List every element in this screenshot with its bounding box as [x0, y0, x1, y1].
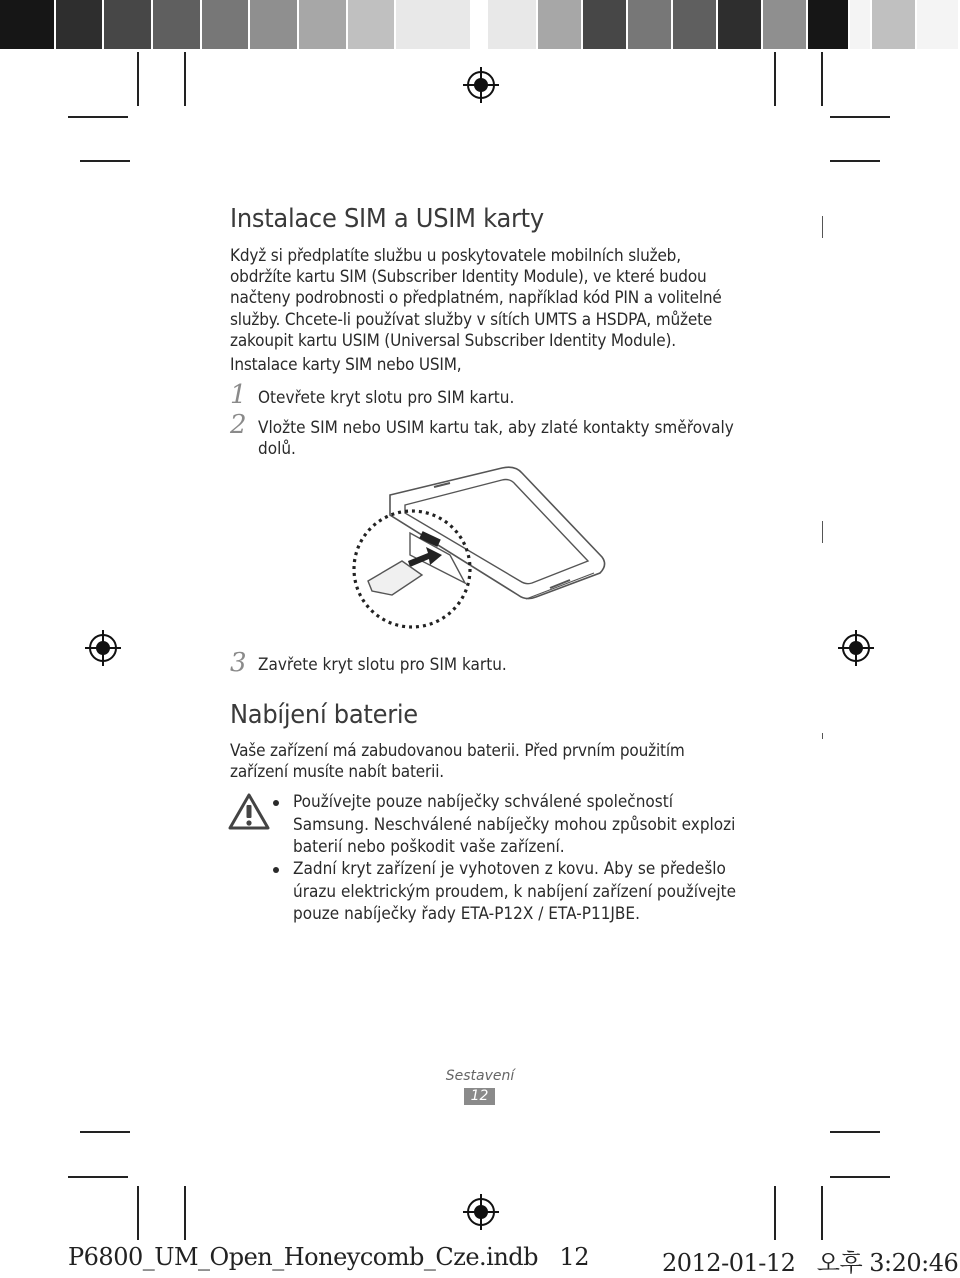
bullet-line: Zadní kryt zařízení je vyhotoven z kovu. Aby se předešlo — [293, 859, 726, 879]
color-swatch — [872, 0, 917, 49]
print-slug-file: P6800_UM_Open_Honeycomb_Cze.indb 12 — [68, 1243, 589, 1271]
step-text — [258, 388, 543, 409]
color-swatch — [850, 0, 872, 49]
intro-line: Instalace karty SIM nebo USIM, — [230, 355, 462, 375]
color-bar-left — [0, 0, 472, 49]
registration-mark-icon — [837, 629, 875, 667]
paragraph-line: služby. Chcete-li používat služby v sítích UMTS a HSDPA, můžete — [230, 309, 713, 330]
crop-mark — [830, 160, 880, 162]
margin-tick — [822, 521, 823, 543]
step-number: 3 — [230, 648, 247, 678]
color-swatch — [583, 0, 628, 49]
sim-intro-paragraph — [230, 246, 750, 352]
color-swatch — [538, 0, 583, 49]
color-swatch — [396, 0, 472, 49]
crop-mark — [774, 52, 776, 106]
crop-mark — [80, 1131, 130, 1133]
paragraph-line: obdržíte kartu SIM (Subscriber Identity Module), ve které budou — [230, 267, 707, 288]
bullet-line: úrazu elektrickým proudem, k nabíjení zařízení používejte — [293, 881, 737, 902]
crop-mark — [137, 1186, 139, 1240]
print-slug-date: 2012-01-12 오후 3:20:46 — [662, 1249, 959, 1277]
bullet-dot — [273, 800, 279, 806]
sim-insert-illustration — [350, 465, 612, 637]
warning-triangle-icon — [228, 792, 270, 832]
paragraph-line: zakoupit kartu USIM (Universal Subscriber Identity Module). — [230, 330, 676, 351]
step-line: Otevřete kryt slotu pro SIM kartu. — [258, 388, 515, 408]
color-swatch — [153, 0, 202, 49]
registration-mark-icon — [462, 66, 500, 104]
crop-mark — [830, 1131, 880, 1133]
battery-paragraph — [230, 741, 750, 783]
bullet-line: Samsung. Neschválené nabíječky mohou způsobit explozi — [293, 814, 736, 835]
color-swatch — [56, 0, 105, 49]
bullet-line: baterií nebo poškodit vaše zařízení. — [293, 837, 565, 857]
crop-mark — [830, 1176, 890, 1178]
page-number: 12 — [464, 1088, 495, 1105]
bullet-line: Používejte pouze nabíječky schválené společností — [293, 792, 673, 812]
color-swatch — [0, 0, 56, 49]
paragraph-line: Vaše zařízení má zabudovanou baterii. Před prvním použitím — [230, 741, 685, 761]
section-heading-battery: Nabíjení baterie — [230, 700, 418, 730]
crop-mark — [821, 1186, 823, 1240]
margin-tick — [822, 216, 823, 238]
step-line: dolů. — [258, 439, 296, 460]
paragraph-line: Když si předplatíte službu u poskytovatele mobilních služeb, — [230, 246, 681, 266]
margin-tick — [822, 733, 823, 739]
color-swatch — [917, 0, 960, 49]
color-swatch — [348, 0, 397, 49]
crop-mark — [774, 1186, 776, 1240]
paragraph-line: zařízení musíte nabít baterii. — [230, 762, 444, 783]
color-bar-right — [488, 0, 960, 49]
color-swatch — [808, 0, 850, 49]
color-swatch — [718, 0, 763, 49]
step-line: Zavřete kryt slotu pro SIM kartu. — [258, 655, 507, 675]
bullet-line: pouze nabíječky řady ETA-P12X / ETA-P11JBE. — [293, 904, 640, 924]
footer-section-name: Sestavení — [445, 1068, 515, 1084]
color-swatch — [104, 0, 153, 49]
bullet-text — [293, 791, 785, 859]
step-line: Vložte SIM nebo USIM kartu tak, aby zlaté kontakty směřovaly — [258, 418, 734, 438]
color-swatch — [628, 0, 673, 49]
crop-mark — [80, 160, 130, 162]
registration-mark-icon — [84, 629, 122, 667]
step-text — [258, 418, 787, 460]
crop-mark — [830, 116, 890, 118]
color-swatch — [488, 0, 538, 49]
color-swatch — [763, 0, 808, 49]
step-text — [258, 655, 534, 676]
registration-mark-icon — [462, 1193, 500, 1231]
crop-mark — [137, 52, 139, 106]
crop-mark — [68, 1176, 128, 1178]
color-swatch — [202, 0, 251, 49]
paragraph-line: načteny podrobnosti o předplatném, například kód PIN a volitelné — [230, 288, 722, 309]
section-heading-sim: Instalace SIM a USIM karty — [230, 204, 544, 234]
color-swatch — [299, 0, 348, 49]
crop-mark — [184, 1186, 186, 1240]
step-number: 2 — [230, 410, 247, 440]
crop-mark — [184, 52, 186, 106]
color-swatch — [250, 0, 299, 49]
step-number: 1 — [230, 380, 247, 410]
crop-mark — [821, 52, 823, 106]
sim-install-intro — [230, 355, 750, 376]
bullet-text — [293, 858, 785, 926]
bullet-dot — [273, 867, 279, 873]
color-swatch — [673, 0, 718, 49]
crop-mark — [68, 116, 128, 118]
